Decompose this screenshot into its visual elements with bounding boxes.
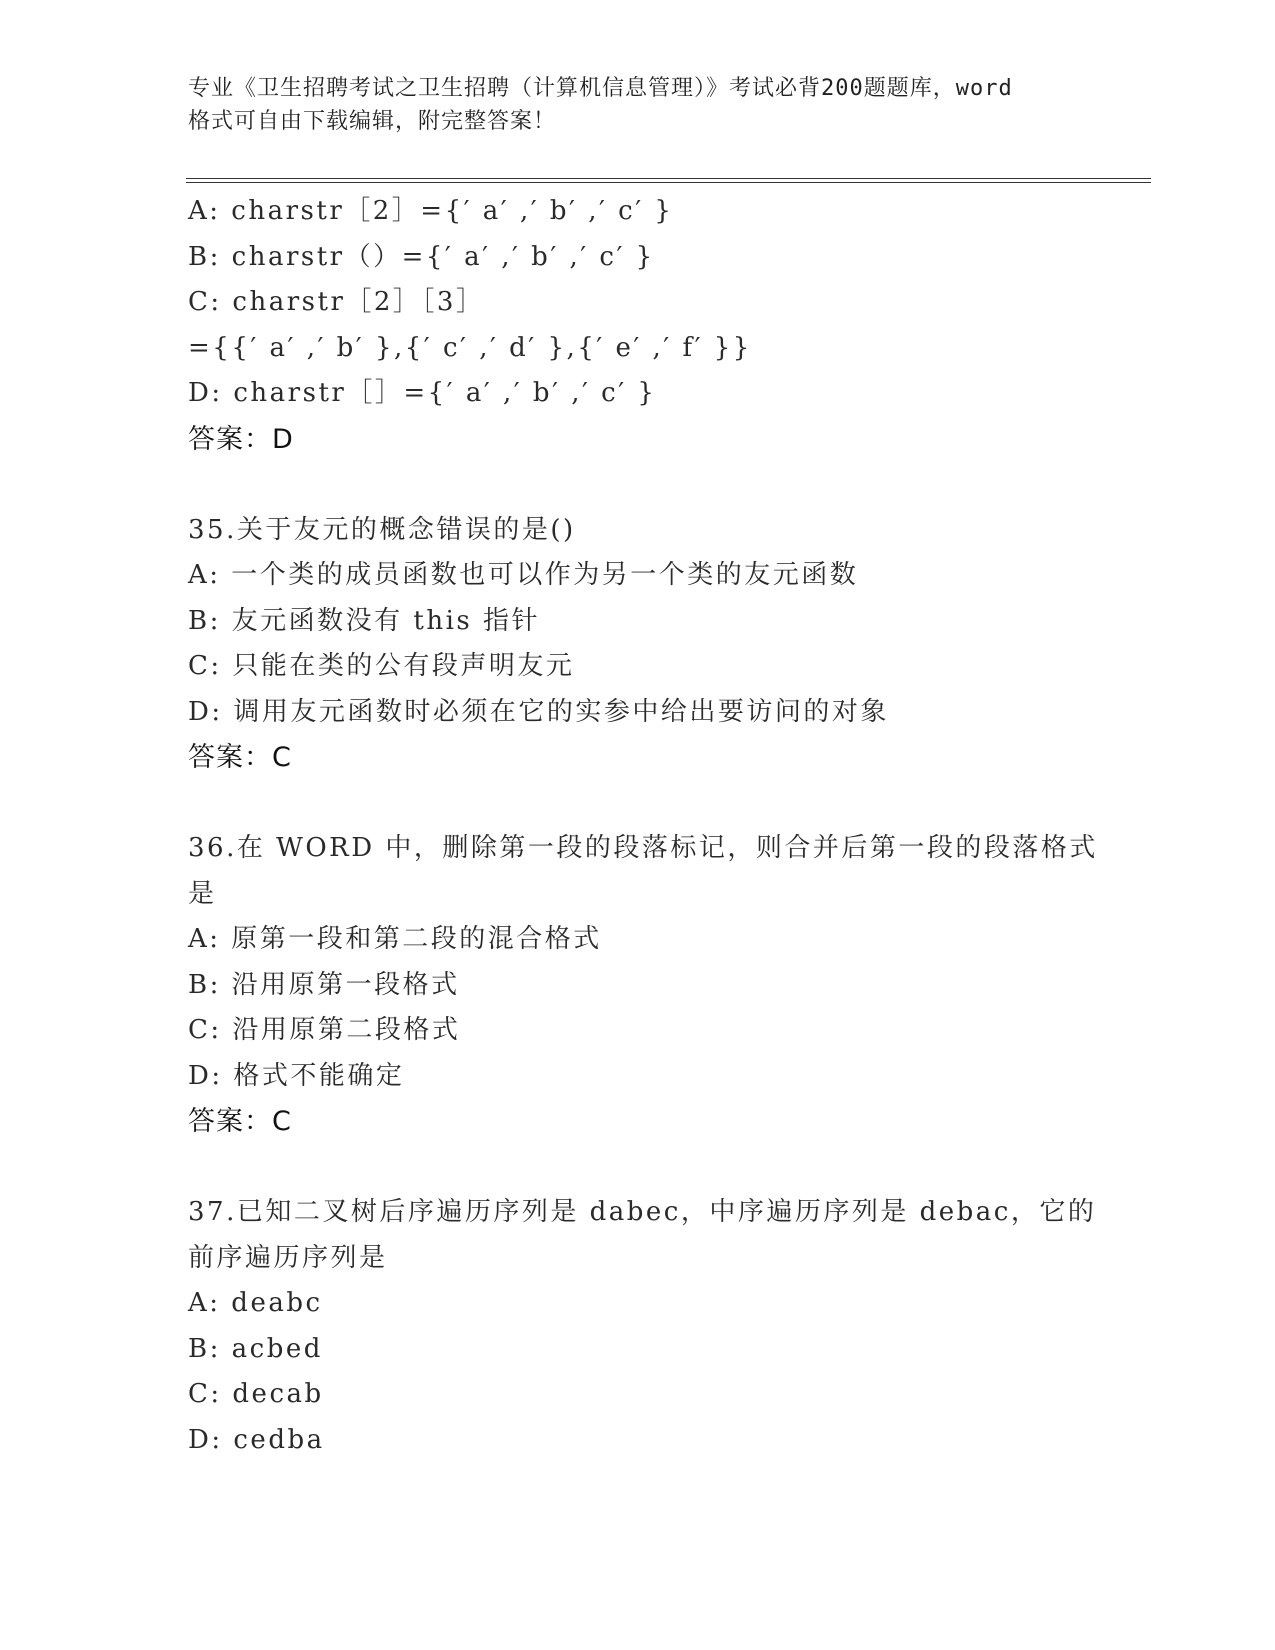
option-a: A: charstr［2］={′ a′ ,′ b′ ,′ c′ } bbox=[188, 196, 674, 226]
spacer bbox=[188, 781, 1088, 827]
answer: 答案：C bbox=[188, 742, 292, 773]
question-stem-continued: 是 bbox=[188, 878, 217, 909]
header-title-line-2: 格式可自由下载编辑，附完整答案！ bbox=[188, 109, 557, 134]
question-36 bbox=[188, 826, 1098, 1145]
option-d: D: cedba bbox=[188, 1424, 325, 1455]
question-stem: 35.关于友元的概念错误的是() bbox=[188, 514, 576, 545]
answer: 答案：D bbox=[188, 423, 294, 455]
spacer bbox=[188, 462, 1088, 508]
option-c: C: charstr［2］［3］ bbox=[188, 287, 485, 317]
option-d: D: 格式不能确定 bbox=[188, 1060, 405, 1091]
question-37 bbox=[188, 1190, 1097, 1463]
option-d: D: charstr［］={′ a′ ,′ b′ ,′ c′ } bbox=[188, 378, 657, 408]
spacer bbox=[188, 1145, 1088, 1191]
option-b: B: acbed bbox=[188, 1333, 323, 1364]
option-a: A: 原第一段和第二段的混合格式 bbox=[188, 924, 602, 954]
question-34 bbox=[188, 189, 1088, 462]
header-title-line-1: 专业《卫生招聘考试之卫生招聘（计算机信息管理）》考试必背200题题库，word bbox=[188, 76, 1013, 101]
option-a: A: 一个类的成员函数也可以作为另一个类的友元函数 bbox=[188, 560, 859, 590]
option-b: B: 友元函数没有 this 指针 bbox=[188, 605, 541, 636]
option-b: B: 沿用原第一段格式 bbox=[188, 969, 460, 1000]
question-stem-continued: 前序遍历序列是 bbox=[188, 1242, 388, 1273]
question-stem: 37.已知二叉树后序遍历序列是 dabec，中序遍历序列是 debac，它的 bbox=[188, 1197, 1097, 1227]
question-list bbox=[188, 189, 1098, 1463]
option-d: D: 调用友元函数时必须在它的实参中给出要访问的对象 bbox=[188, 696, 889, 727]
option-c: C: 只能在类的公有段声明友元 bbox=[188, 651, 575, 681]
option-a: A: deabc bbox=[188, 1288, 323, 1318]
option-b: B: charstr（）={′ a′ ,′ b′ ,′ c′ } bbox=[188, 241, 655, 272]
option-c: C: decab bbox=[188, 1379, 324, 1409]
document-header bbox=[188, 72, 1088, 138]
option-c: C: 沿用原第二段格式 bbox=[188, 1015, 461, 1045]
question-35 bbox=[188, 508, 1088, 781]
question-stem: 36.在 WORD 中，删除第一段的段落标记，则合并后第一段的段落格式 bbox=[188, 833, 1098, 863]
answer: 答案：C bbox=[188, 1106, 292, 1137]
header-divider bbox=[186, 178, 1151, 183]
option-c-continued: ={{′ a′ ,′ b′ },{′ c′ ,′ d′ },{′ e′ ,′ f′ }} bbox=[188, 332, 752, 363]
